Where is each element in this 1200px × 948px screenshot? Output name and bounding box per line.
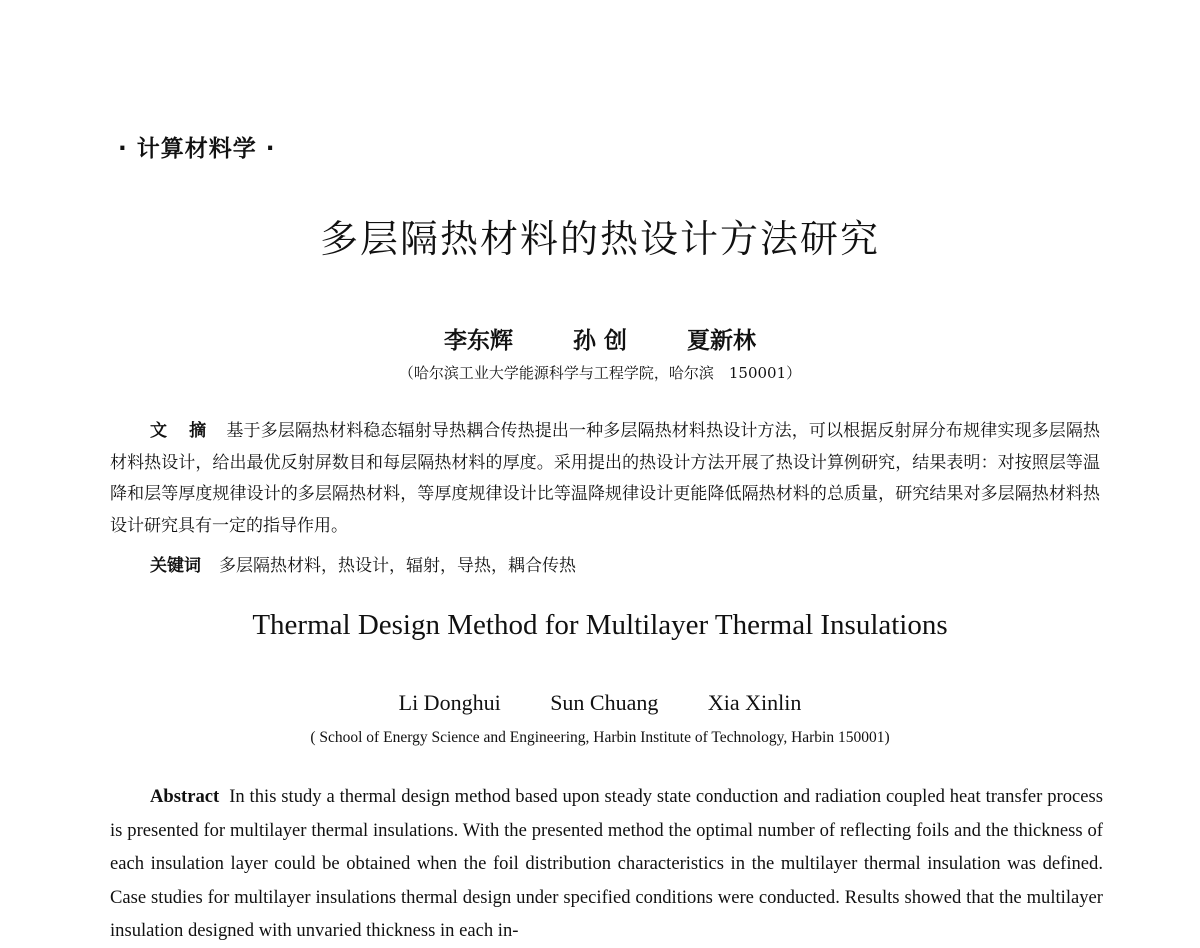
- abstract-cn-text: 基于多层隔热材料稳态辐射导热耦合传热提出一种多层隔热材料热设计方法，可以根据反射屏分布规律实现多层隔热材料热设计，给出最优反射屏数目和每层隔热材料的厚度。采用提出的热设计方法开展了热设计算例研究，结果表明：对按照层等温降和层等厚度规律设计的多层隔热材料，等厚度规律设计比等温降规律设计更能降低隔热材料的总质量，研究结果对多层隔热材料热设计研究具有一定的指导作用。: [110, 421, 1101, 536]
- author-cn-3: 夏新林: [687, 327, 757, 354]
- keywords-chinese: [150, 551, 576, 576]
- author-cn-1: 李东辉: [443, 327, 513, 354]
- author-en-1: Li Donghui: [398, 690, 501, 715]
- abstract-english: [110, 780, 1103, 948]
- keywords-cn-label: 关键词: [150, 556, 201, 576]
- affiliation-english: ( School of Energy Science and Engineering, Harbin Institute of Technology, Harbin 150001): [310, 729, 890, 746]
- authors-english: [0, 690, 1200, 716]
- author-cn-2: 孙 创: [572, 327, 627, 354]
- keywords-cn-text: 多层隔热材料，热设计，辐射，导热，耦合传热: [219, 556, 576, 576]
- section-tag: · 计算材料学 ·: [118, 136, 276, 162]
- abstract-cn-label: 文 摘: [150, 421, 215, 441]
- title-english: Thermal Design Method for Multilayer Thermal Insulations: [252, 609, 948, 641]
- title-chinese: 多层隔热材料的热设计方法研究: [319, 217, 880, 261]
- affiliation-chinese: （哈尔滨工业大学能源科学与工程学院，哈尔滨 150001）: [398, 364, 802, 382]
- authors-chinese: [0, 322, 1200, 355]
- author-en-2: Sun Chuang: [550, 690, 659, 715]
- abstract-en-text: In this study a thermal design method based upon steady state conduction and radiation coupled heat transfer process is presented for multilayer thermal insulations. With the presented method the optimal number of reflecting foils and the thickness of each insulation layer could be obtained when the foil distribution characteristics in the multilayer thermal insulation was defined. Case studies for multilayer insulations thermal design under specified conditions were conducted. Results showed that the multilayer insulation designed with unvaried thickness in each in-: [110, 786, 1103, 941]
- abstract-chinese: [110, 416, 1100, 542]
- abstract-en-label: Abstract: [150, 786, 220, 807]
- author-en-3: Xia Xinlin: [707, 690, 802, 715]
